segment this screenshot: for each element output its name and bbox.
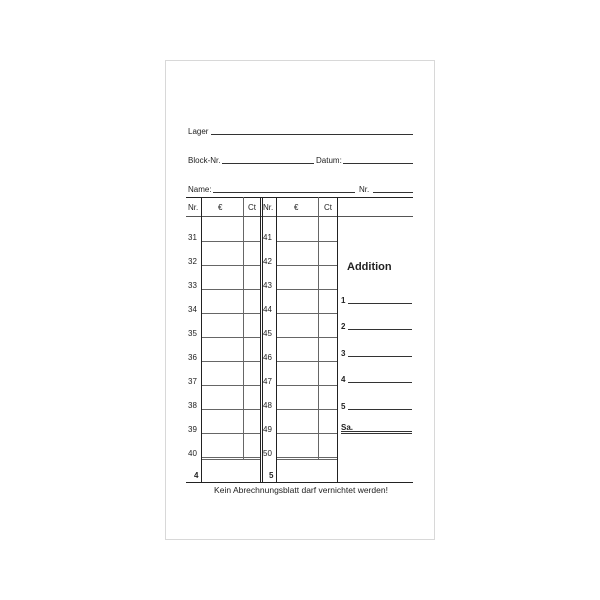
header-nr-right: Nr. <box>263 203 274 212</box>
sum-line-2 <box>341 433 412 434</box>
datum-label: Datum: <box>316 156 342 165</box>
block-nr-label: Block-Nr. <box>188 156 221 165</box>
addition-title: Addition <box>347 261 392 273</box>
addition-item-number: 4 <box>341 375 346 384</box>
name-field[interactable] <box>213 192 355 193</box>
ct-entry-line[interactable] <box>244 265 260 266</box>
row-number-left: 38 <box>188 401 197 410</box>
divider-euro-ct-left <box>243 197 244 459</box>
euro-entry-line[interactable] <box>202 265 243 266</box>
row-number-left: 39 <box>188 425 197 434</box>
lager-field[interactable] <box>211 134 413 135</box>
addition-line[interactable] <box>348 303 412 304</box>
table-top-border <box>186 197 413 198</box>
euro-entry-line[interactable] <box>277 241 318 242</box>
euro-entry-line[interactable] <box>202 313 243 314</box>
row-number-right: 45 <box>263 329 272 338</box>
euro-entry-line[interactable] <box>202 409 243 410</box>
row-number-right: 43 <box>263 281 272 290</box>
header-nr-left: Nr. <box>188 203 199 212</box>
subtotal-line-right-2 <box>277 459 337 460</box>
euro-entry-line[interactable] <box>202 361 243 362</box>
subtotal-line-right-1 <box>277 457 337 458</box>
divider-euro-ct-right <box>318 197 319 459</box>
addition-line[interactable] <box>348 409 412 410</box>
addition-item-number: 1 <box>341 296 346 305</box>
block-total-left: 4 <box>194 471 199 480</box>
table-header-divider <box>186 216 413 217</box>
header-euro-right: € <box>294 203 299 212</box>
row-number-left: 40 <box>188 449 197 458</box>
row-number-right: 50 <box>263 449 272 458</box>
abrechnungsblatt-sheet <box>165 60 435 540</box>
row-number-right: 47 <box>263 377 272 386</box>
ct-entry-line[interactable] <box>319 337 337 338</box>
euro-entry-line[interactable] <box>202 337 243 338</box>
euro-entry-line[interactable] <box>202 241 243 242</box>
divider-table-addition <box>337 197 338 482</box>
ct-entry-line[interactable] <box>319 433 337 434</box>
row-number-left: 37 <box>188 377 197 386</box>
row-number-right: 44 <box>263 305 272 314</box>
addition-item-number: 2 <box>341 322 346 331</box>
row-number-left: 31 <box>188 233 197 242</box>
ct-entry-line[interactable] <box>244 289 260 290</box>
divider-nr-euro-left <box>201 197 202 482</box>
row-number-right: 46 <box>263 353 272 362</box>
ct-entry-line[interactable] <box>319 385 337 386</box>
addition-item-number: 3 <box>341 349 346 358</box>
euro-entry-line[interactable] <box>277 361 318 362</box>
row-number-left: 36 <box>188 353 197 362</box>
header-euro-left: € <box>218 203 223 212</box>
block-nr-field[interactable] <box>222 163 314 164</box>
nr-field[interactable] <box>373 192 413 193</box>
ct-entry-line[interactable] <box>319 289 337 290</box>
row-number-left: 32 <box>188 257 197 266</box>
addition-line[interactable] <box>348 329 412 330</box>
euro-entry-line[interactable] <box>202 433 243 434</box>
header-ct-left: Ct <box>248 203 256 212</box>
block-total-right: 5 <box>269 471 274 480</box>
euro-entry-line[interactable] <box>277 337 318 338</box>
euro-entry-line[interactable] <box>277 385 318 386</box>
datum-field[interactable] <box>343 163 413 164</box>
divider-nr-euro-right <box>276 197 277 482</box>
row-number-left: 35 <box>188 329 197 338</box>
row-number-right: 49 <box>263 425 272 434</box>
ct-entry-line[interactable] <box>244 433 260 434</box>
ct-entry-line[interactable] <box>244 385 260 386</box>
addition-sum-label: Sa. <box>341 423 354 432</box>
euro-entry-line[interactable] <box>277 433 318 434</box>
row-number-left: 34 <box>188 305 197 314</box>
row-number-right: 41 <box>263 233 272 242</box>
ct-entry-line[interactable] <box>319 409 337 410</box>
ct-entry-line[interactable] <box>319 361 337 362</box>
footer-note: Kein Abrechnungsblatt darf vernichtet werden! <box>214 485 388 495</box>
table-bottom-border <box>186 482 413 483</box>
ct-entry-line[interactable] <box>244 337 260 338</box>
ct-entry-line[interactable] <box>244 313 260 314</box>
ct-entry-line[interactable] <box>319 241 337 242</box>
ct-entry-line[interactable] <box>244 361 260 362</box>
sum-line-1[interactable] <box>341 431 412 432</box>
addition-line[interactable] <box>348 382 412 383</box>
row-number-left: 33 <box>188 281 197 290</box>
lager-label: Lager <box>188 127 209 136</box>
addition-line[interactable] <box>348 356 412 357</box>
ct-entry-line[interactable] <box>244 409 260 410</box>
nr-label: Nr. <box>359 185 370 194</box>
row-number-right: 42 <box>263 257 272 266</box>
euro-entry-line[interactable] <box>277 289 318 290</box>
ct-entry-line[interactable] <box>319 313 337 314</box>
row-number-right: 48 <box>263 401 272 410</box>
header-ct-right: Ct <box>324 203 332 212</box>
euro-entry-line[interactable] <box>277 313 318 314</box>
subtotal-line-left-1 <box>202 457 260 458</box>
name-label: Name: <box>188 185 212 194</box>
euro-entry-line[interactable] <box>277 265 318 266</box>
euro-entry-line[interactable] <box>202 385 243 386</box>
subtotal-line-left-2 <box>202 459 260 460</box>
euro-entry-line[interactable] <box>202 289 243 290</box>
ct-entry-line[interactable] <box>244 241 260 242</box>
euro-entry-line[interactable] <box>277 409 318 410</box>
addition-item-number: 5 <box>341 402 346 411</box>
divider-ct-nr-a <box>260 197 261 482</box>
ct-entry-line[interactable] <box>319 265 337 266</box>
